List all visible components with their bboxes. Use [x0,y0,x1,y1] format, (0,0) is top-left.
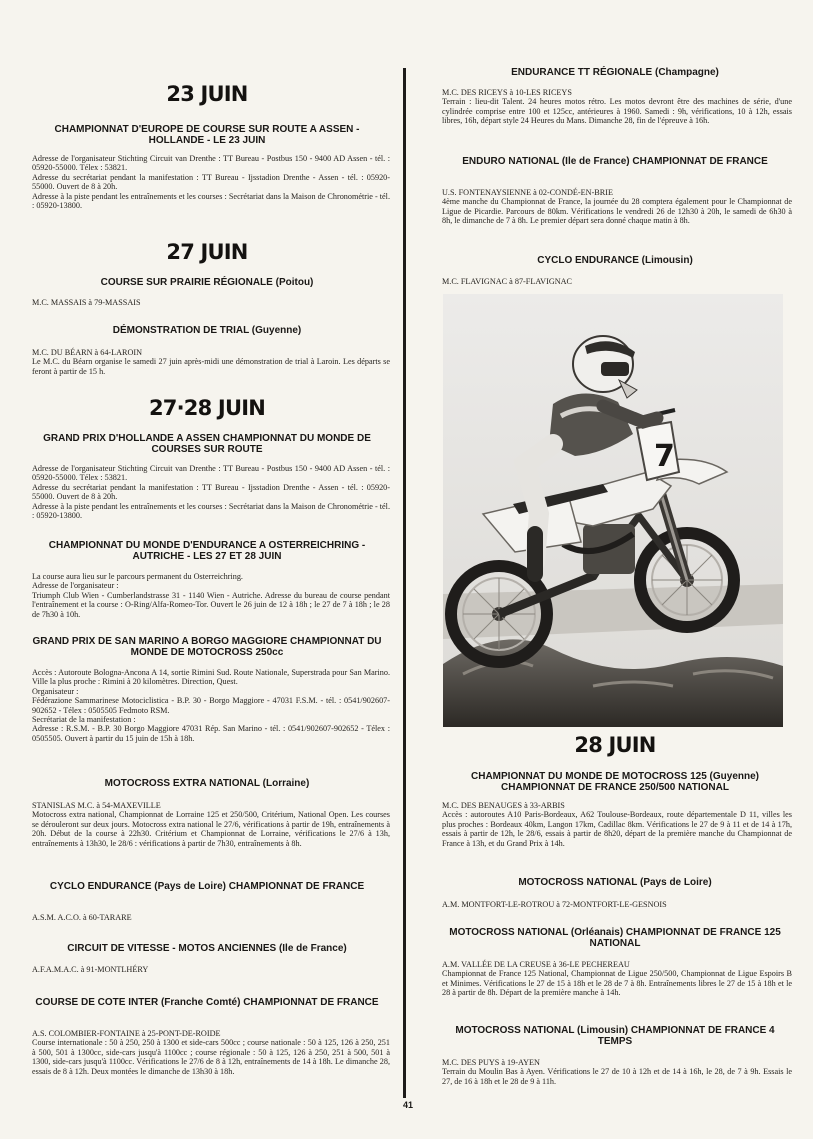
date-heading-27-28-juin: 27·28 JUIN [149,396,265,420]
event-text-gp-san-marino: Accès : Autoroute Bologna-Ancona A 14, sortie Rimini Sud. Route Nationale, Superstrada pour San Marino. Ville la plus proche : Rimini à 20 kilomètres. Direction, Quest. Organisateur : Fédérazione Sammarinese Motociclistica - B.P. 30 - Borgo Maggiore - 47031 F.S.M. - tél. : 0541/902607-902652 - Télex : 0505505 Fedmoto RSM. Secrétariat de la manifestation : Adresse : R.S.M. - B.P. 30 Borgo Maggiore 47031 Rép. San Marino - tél. : 0541/902607-902652 - Télex : 0505505. Ouvert à partir du 15 juin de 15h à 18h. [32,668,390,743]
date-heading-27-juin: 27 JUIN [166,240,248,264]
event-text-cyclo-limousin: M.C. FLAVIGNAC à 87-FLAVIGNAC [442,277,573,286]
event-title-endurance-osterreichring: CHAMPIONNAT DU MONDE D'ENDURANCE A OSTERREICHRING - AUTRICHE - LES 27 ET 28 JUIN [48,540,366,562]
event-text-cyclo-pays-de-loire: A.S.M. A.C.O. à 60-TARARE [32,913,132,922]
event-title-gp-san-marino: GRAND PRIX DE SAN MARINO A BORGO MAGGIORE CHAMPIONNAT DU MONDE DE MOTOCROSS 250cc [32,636,382,658]
date-heading-28-juin: 28 JUIN [574,733,656,757]
event-text-prairie-poitou: M.C. MASSAIS à 79-MASSAIS [32,298,141,307]
motocross-photo-drawing [443,294,783,727]
event-text-europe-route-assen: Adresse de l'organisateur Stichting Circuit van Drenthe : TT Bureau - Postbus 150 - 9400 AD Assen - tél. : 05920-55000. Télex : 53821. Adresse du secrétariat pendant la manifestation : TT Bureau - Ijsstadion Drenthe - Assen - tél. : 05920-55000. Ouvert de 8 à 20h. Adresse à la piste pendant les entraînements et les courses : Secrétariat dans la Maison de Chronométrie - tél. : 05920-13800. [32,154,390,211]
event-text-motocross-125-guyenne: M.C. DES BENAUGES à 33-ARBIS Accès : autoroutes A10 Paris-Bordeaux, A62 Toulouse-Bordeaux, route départementale D 11, villes les plus proches : Bordeaux 40km, Langon 17km, Cadillac 8km. Vérifications le 27 de 9 à 11 et de 14 à 17h, essais à partir de 12h, le 28/6, essais à partir de 8h20, départ de la première manche du Championnat de France à 13h, et du Grand Prix à 14h. [442,801,792,848]
event-title-motocross-lorraine: MOTOCROSS EXTRA NATIONAL (Lorraine) [104,778,310,789]
motocross-rider-photo [443,294,783,727]
event-text-enduro-ile-de-france: U.S. FONTENAYSIENNE à 02-CONDÉ-EN-BRIE 4ème manche du Championnat de France, la journée du 28 comptera également pour le Championnat de Ligue de Picardie. Parcours de 80km. Vérifications le vendredi 26 de 12h30 à 20h, le samedi de 6h30 à 8h, le dimanche de 7 à 8h. Le premier départ sera donné chaque matin à 8h. [442,188,792,226]
event-text-vitesse-anciennes: A.F.A.M.A.C. à 91-MONTLHÉRY [32,965,149,974]
event-text-motocross-orleanais: A.M. VALLÉE DE LA CREUSE à 36-LE PECHEREAU Championnat de France 125 National, Championnat de Ligue 250/500, Championnat de Ligue Espoirs B et Minimes. Vérifications le 27 de 15 à 18h et le 28 de 7 à 8h. Entraînements libres le 27 de 15 à 18h et le 28 à partir de 8h. Départ de la première manche à 14h. [442,960,792,998]
event-text-motocross-limousin: M.C. DES PUYS à 19-AYEN Terrain du Moulin Bas à Ayen. Vérifications le 27 de 10 à 12h et de 14 à 16h, le 28, de 7 à 9h. Essais le 27, de 16 à 18h et le 28 de 9 à 11h. [442,1058,792,1086]
event-title-motocross-125-guyenne: CHAMPIONNAT DU MONDE DE MOTOCROSS 125 (Guyenne) CHAMPIONNAT DE FRANCE 250/500 NATIONAL [471,771,759,793]
event-text-gp-hollande: Adresse de l'organisateur Stichting Circuit van Drenthe : TT Bureau - Postbus 150 - 9400 AD Assen - tél. : 05920-55000. Télex : 53821. Adresse du secrétariat pendant la manifestation : TT Bureau - Ijsstadion Drenthe - Assen - tél. : 05920-55000. Ouvert de 8 à 20h. Adresse à la piste pendant les entraînements et les courses : Secrétariat dans la Maison de Chronométrie - tél. : 05920-13800. [32,464,390,521]
event-title-europe-route-assen: CHAMPIONNAT D'EUROPE DE COURSE SUR ROUTE A ASSEN - HOLLANDE - LE 23 JUIN [54,124,360,146]
event-title-enduro-ile-de-france: ENDURO NATIONAL (Ile de France) CHAMPIONNAT DE FRANCE [462,156,768,167]
event-title-cyclo-limousin: CYCLO ENDURANCE (Limousin) [537,255,693,266]
column-divider [403,68,406,1098]
event-title-gp-hollande: GRAND PRIX D'HOLLANDE A ASSEN CHAMPIONNAT DU MONDE DE COURSES SUR ROUTE [43,433,371,455]
event-title-cote-franche-comte: COURSE DE COTE INTER (Franche Comté) CHAMPIONNAT DE FRANCE [35,997,379,1008]
event-title-trial-guyenne: DÉMONSTRATION DE TRIAL (Guyenne) [112,325,302,336]
event-text-motocross-pays-de-loire: A.M. MONTFORT-LE-ROTROU à 72-MONTFORT-LE-GESNOIS [442,900,667,909]
number-plate-digit: 7 [654,439,675,474]
event-title-vitesse-anciennes: CIRCUIT DE VITESSE - MOTOS ANCIENNES (Ile de France) [67,943,347,954]
event-text-endurance-osterreichring: La course aura lieu sur le parcours permanent du Osterreichring. Adresse de l'organisateur : Triumph Club Wien - Cumberlandstrasse 31 - 1140 Wien - Autriche. Adresse du bureau de course pendant l'entraînement et la course : O-Ring/Alfa-Romeo-Tor. Ouvert le 26 juin de 12 à 18h ; le 27 de 7 à 18h ; le 28 de 7h30 à 10h. [32,572,390,619]
event-text-motocross-lorraine: STANISLAS M.C. à 54-MAXEVILLE Motocross extra national, Championnat de Lorraine 125 et 250/500, Critérium, National Open. Les courses se dérouleront sur deux jours. Motocross extra national le 27/6, vérifications à partir de 19h, entraînements à 20h. Début de la course à 22h30. Critérium et Championnat de Lorraine, vérifications le 27/6 à 13h, entraînements à 13h30, le 28/6 : vérifications à partir de 7h30, entraînements à 8h. [32,801,390,848]
event-title-cyclo-pays-de-loire: CYCLO ENDURANCE (Pays de Loire) CHAMPIONNAT DE FRANCE [49,881,365,892]
event-title-prairie-poitou: COURSE SUR PRAIRIE RÉGIONALE (Poitou) [100,277,314,288]
page-number: 41 [402,1100,413,1110]
date-heading-23-juin: 23 JUIN [166,82,248,106]
event-title-motocross-pays-de-loire: MOTOCROSS NATIONAL (Pays de Loire) [518,877,712,888]
event-text-trial-guyenne: M.C. DU BÉARN à 64-LAROIN Le M.C. du Béarn organise le samedi 27 juin après-midi une démonstration de trial à Laroin. Les départs se feront à partir de 15 h. [32,348,390,376]
event-title-motocross-orleanais: MOTOCROSS NATIONAL (Orléanais) CHAMPIONNAT DE FRANCE 125 NATIONAL [449,927,781,949]
event-title-endurance-champagne: ENDURANCE TT RÉGIONALE (Champagne) [511,67,719,78]
event-text-endurance-champagne: M.C. DES RICEYS à 10-LES RICEYS Terrain : lieu-dit Talent. 24 heures motos rétro. Les motos devront être des machines de série, d'une cylindrée comprise entre 100 et 125cc, antérieures à 1960. Samedi : 9h, vérifications, 10 à 12h, essais libres, 16h, départ style 24 Heures du Mans. Dimanche 28, fin de l'épreuve à 16h. [442,88,792,126]
event-title-motocross-limousin: MOTOCROSS NATIONAL (Limousin) CHAMPIONNAT DE FRANCE 4 TEMPS [455,1025,775,1047]
event-text-cote-franche-comte: A.S. COLOMBIER-FONTAINE à 25-PONT-DE-ROIDE Course internationale : 50 à 250, 250 à 1300 et side-cars 500cc ; course nationale : 50 à 125, 126 à 250, 251 à 500, 501 à 1300cc, side-cars jusqu'à 1100cc ; course régionale : 50 à 125, 126 à 250, 251 à 500, 501 à 1300, side-cars jusqu'à 1100cc. Vérifications le 27/6 de 8 à 12h, entraînements de 14 à 18h. Le dimanche 28, essais de 8 à 12h. Deux montées le dimanche de 13h30 à 18h. [32,1029,390,1076]
